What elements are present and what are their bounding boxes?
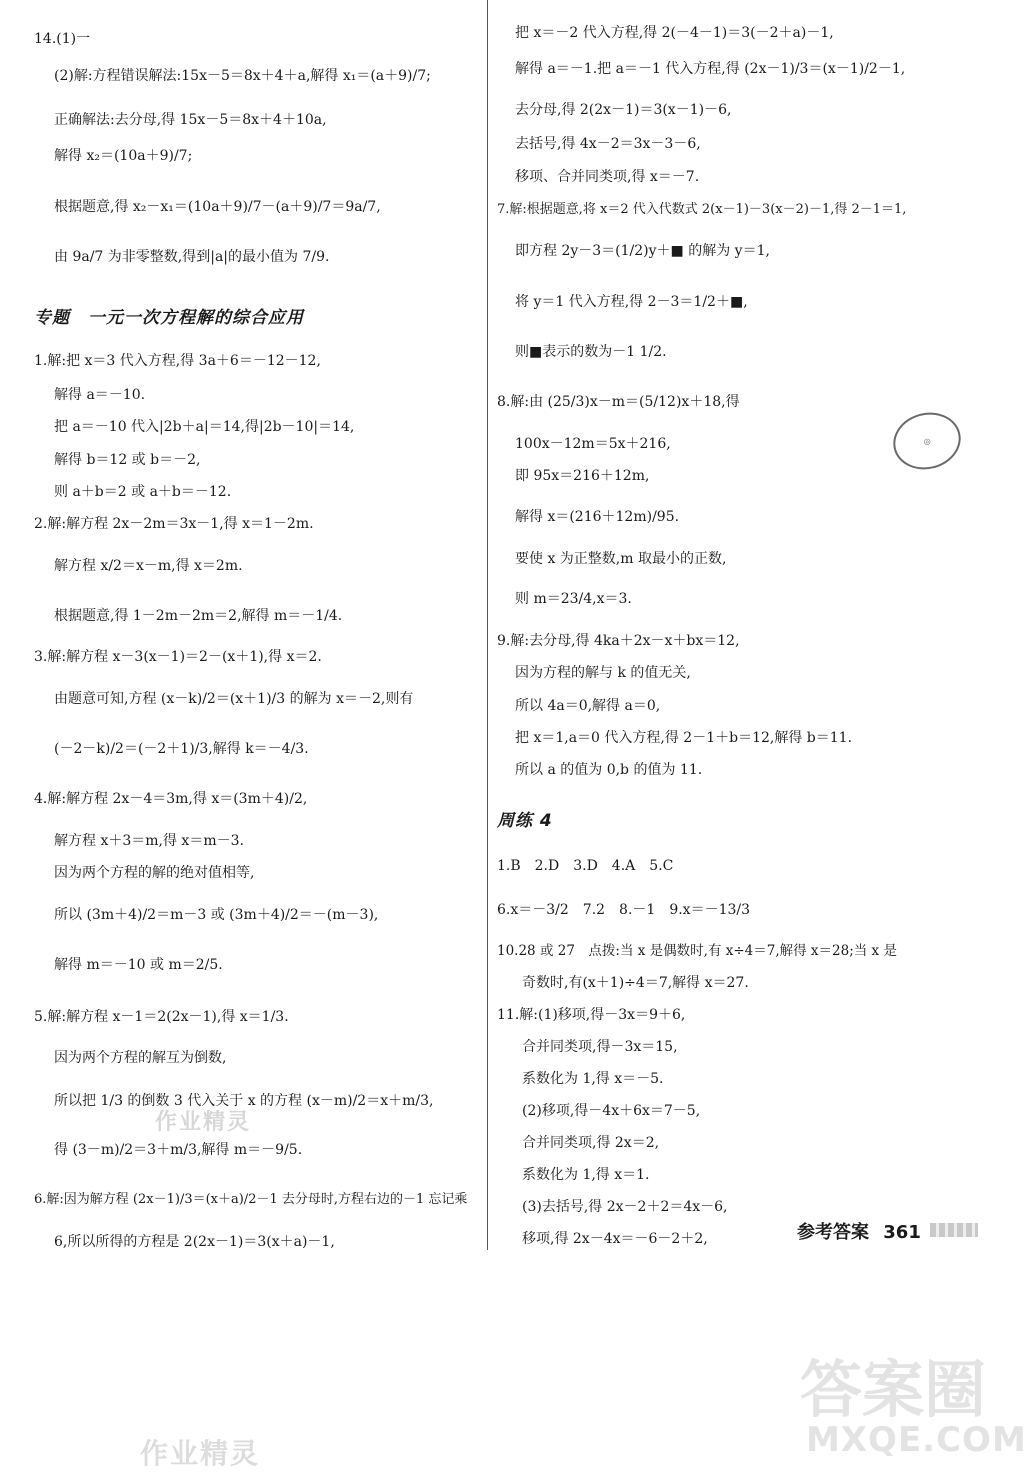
answer-line: (2)移项,得－4x＋6x＝7－5, [522,1103,701,1119]
answer-line: 奇数时,有(x＋1)÷4＝7,解得 x＝27. [522,975,749,991]
section-heading: 周练 4 [497,811,553,831]
answer-line: 10.28 或 27 点拨:当 x 是偶数时,有 x÷4＝7,解得 x＝28;当 x 是 [497,943,897,959]
answer-line: 即 95x＝216＋12m, [515,468,650,484]
answer-line: 4.解:解方程 2x－4＝3m,得 x＝(3m＋4)/2, [34,791,308,807]
answer-line: 所以 (3m＋4)/2＝m－3 或 (3m＋4)/2＝－(m－3), [54,907,379,923]
answer-line: 解得 a＝－1.把 a＝－1 代入方程,得 (2x－1)/3＝(x－1)/2－1, [515,61,906,77]
answer-line: 解得 a＝－10. [54,387,146,403]
watermark: 作业精灵 [155,1110,252,1135]
answer-line: 移项,得 2x－4x＝－6－2＋2, [522,1231,708,1247]
answer-line: 去括号,得 4x－2＝3x－3－6, [515,136,701,152]
answer-line: 根据题意,得 x₂－x₁＝(10a＋9)/7－(a＋9)/7＝9a/7, [54,199,381,215]
answer-line: 14.(1)一 [34,31,91,47]
answer-line: 要使 x 为正整数,m 取最小的正数, [515,551,727,567]
answer-line: 解方程 x/2＝x－m,得 x＝2m. [54,558,243,574]
answer-line: 去分母,得 2(2x－1)＝3(x－1)－6, [515,102,732,118]
column-divider [487,0,488,1250]
answer-line: 11.解:(1)移项,得－3x＝9＋6, [497,1007,686,1023]
answer-line: 1.解:把 x＝3 代入方程,得 3a＋6＝－12－12, [34,353,321,369]
answer-line: 根据题意,得 1－2m－2m＝2,解得 m＝－1/4. [54,608,343,624]
answer-line: 合并同类项,得 2x＝2, [522,1135,660,1151]
answer-line: 6,所以所得的方程是 2(2x－1)＝3(x＋a)－1, [54,1234,335,1250]
page-footer [797,1218,921,1244]
answer-line: 把 x＝1,a＝0 代入方程,得 2－1＋b＝12,解得 b＝11. [515,730,853,746]
answer-line: 因为两个方程的解互为倒数, [54,1050,227,1066]
answer-line: 则 a＋b＝2 或 a＋b＝－12. [54,484,232,500]
answer-line: 8.解:由 (25/3)x－m＝(5/12)x＋18,得 [497,394,740,410]
answer-line: 把 x＝－2 代入方程,得 2(－4－1)＝3(－2＋a)－1, [515,25,834,41]
answer-line: 2.解:解方程 2x－2m＝3x－1,得 x＝1－2m. [34,516,314,532]
answer-line: 解得 x₂＝(10a＋9)/7; [54,148,193,164]
answer-line: 得 (3－m)/2＝3＋m/3,解得 m＝－9/5. [54,1142,303,1158]
answer-line: 合并同类项,得－3x＝15, [522,1039,678,1055]
answer-line: 解方程 x＋3＝m,得 x＝m－3. [54,833,244,849]
answer-line: 所以 4a＝0,解得 a＝0, [515,698,661,714]
page-number: 361 [883,1222,921,1243]
answer-line: 9.解:去分母,得 4ka＋2x－x＋bx＝12, [497,633,740,649]
answer-line: 解得 m＝－10 或 m＝2/5. [54,957,223,973]
answer-line: 因为两个方程的解的绝对值相等, [54,865,255,881]
answer-line: 由 9a/7 为非零整数,得到|a|的最小值为 7/9. [54,249,330,265]
answer-line: 因为方程的解与 k 的值无关, [515,665,691,681]
answer-line: 则■表示的数为－1 1/2. [515,344,667,360]
answer-line: 3.解:解方程 x－3(x－1)＝2－(x＋1),得 x＝2. [34,649,322,665]
answer-line: 由题意可知,方程 (x－k)/2＝(x＋1)/3 的解为 x＝－2,则有 [54,691,414,707]
answer-line: 5.解:解方程 x－1＝2(2x－1),得 x＝1/3. [34,1009,289,1025]
answer-line: 6.解:因为解方程 (2x－1)/3＝(x＋a)/2－1 去分母时,方程右边的－1 忘记乘 [34,1192,468,1207]
answer-line: 将 y＝1 代入方程,得 2－3＝1/2＋■, [515,294,748,310]
answer-line: 所以把 1/3 的倒数 3 代入关于 x 的方程 (x－m)/2＝x＋m/3, [54,1093,434,1109]
answer-line: 6.x＝－3/2 7.2 8.－1 9.x＝－13/3 [497,902,751,918]
watermark: MXQE.COM [806,1420,1027,1460]
answer-line: 正确解法:去分母,得 15x－5＝8x＋4＋10a, [54,112,327,128]
watermark: 答案圈 [800,1353,987,1426]
section-heading: 专题 一元一次方程解的综合应用 [34,308,304,328]
answer-line: (－2－k)/2＝(－2＋1)/3,解得 k＝－4/3. [54,741,309,757]
answer-line: 系数化为 1,得 x＝－5. [522,1071,664,1087]
answer-line: 1.B 2.D 3.D 4.A 5.C [497,858,674,874]
answer-line: (3)去括号,得 2x－2＋2＝4x－6, [522,1199,728,1215]
answer-line: 把 a＝－10 代入|2b＋a|＝14,得|2b－10|＝14, [54,419,355,435]
answer-line: 移项、合并同类项,得 x＝－7. [515,169,700,185]
answer-line: 7.解:根据题意,将 x＝2 代入代数式 2(x－1)－3(x－2)－1,得 2－1＝1, [497,202,907,217]
answer-line: 所以 a 的值为 0,b 的值为 11. [515,762,703,778]
answer-line: 100x－12m＝5x＋216, [515,436,671,452]
answer-line: (2)解:方程错误解法:15x－5＝8x＋4＋a,解得 x₁＝(a＋9)/7; [54,68,431,84]
stamp-icon: ◎ [887,406,967,477]
answer-line: 则 m＝23/4,x＝3. [515,591,632,607]
answer-line: 解得 b＝12 或 b＝－2, [54,452,201,468]
footer-decoration [930,1223,978,1237]
answer-line: 解得 x＝(216＋12m)/95. [515,509,680,525]
answer-line: 即方程 2y－3＝(1/2)y＋■ 的解为 y＝1, [515,243,770,259]
watermark: 作业精灵 [140,1437,261,1470]
answer-line: 系数化为 1,得 x＝1. [522,1167,650,1183]
footer-label: 参考答案 [797,1222,869,1243]
